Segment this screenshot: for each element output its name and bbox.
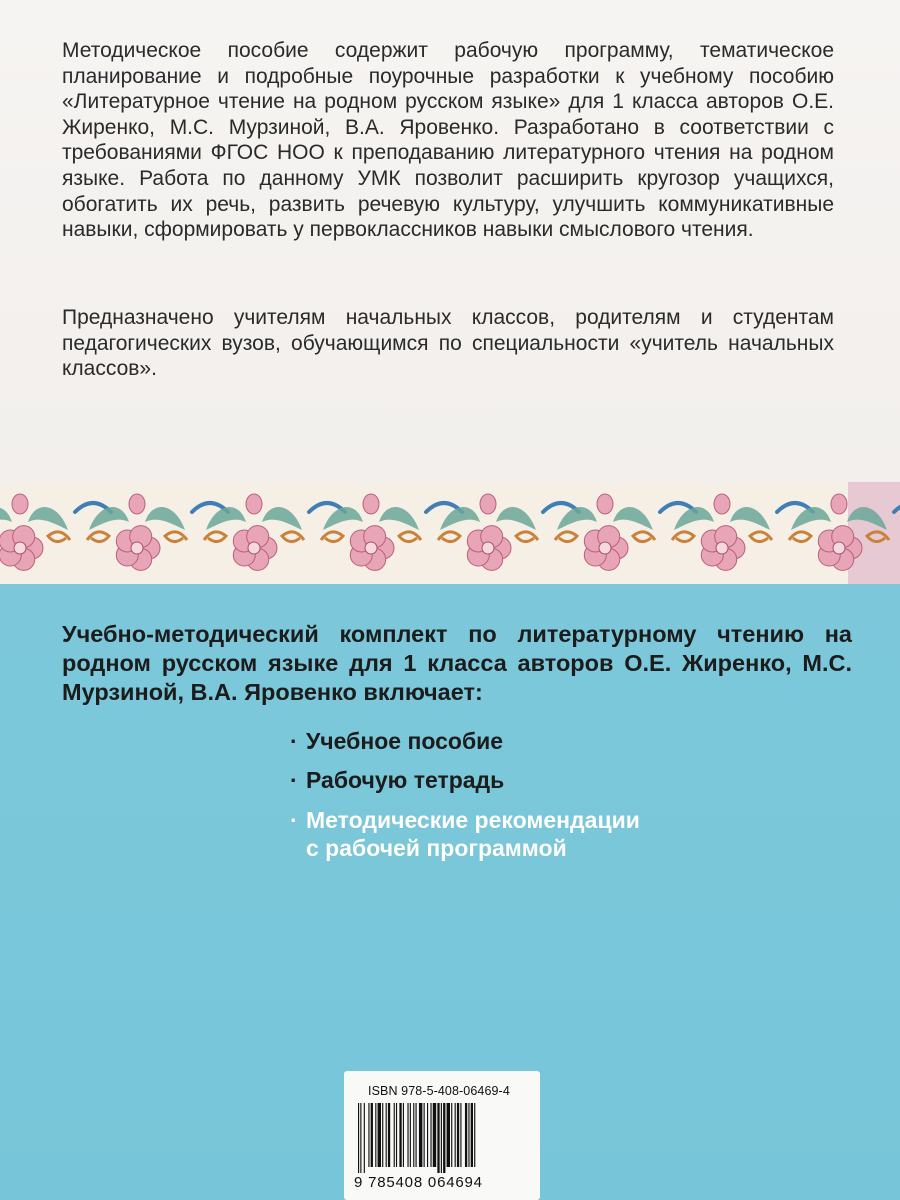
kit-item-label: Учебное пособие bbox=[306, 728, 504, 754]
kit-item-methodical-recommendations bbox=[290, 806, 640, 862]
description-paragraph-1: Методическое пособие содержит рабочую программу, тематическое планирование и подробные поурочные разработки к учебному пособию «Литературное чтение на родном русском языке» для 1 класса авторов О.Е. Жиренко, М.С. Мурзиной, В.А. Яровенко. Разработано в соответствии с требованиями ФГОС НОО к преподаванию литературного чтения на родном языке. Работа по данному УМК позволит расширить кругозор учащихся, обогатить их речь, развить речевую культуру, улучшить коммуникативные навыки, сформировать у первоклассников навыки смыслового чтения. bbox=[62, 39, 834, 242]
description-panel bbox=[0, 0, 900, 482]
isbn-number: ISBN 978-5-408-06469-4 bbox=[368, 1084, 510, 1098]
kit-item-textbook bbox=[290, 727, 503, 755]
bullet-icon: · bbox=[290, 767, 298, 793]
kit-item-highlight-line-2: с рабочей программой bbox=[306, 835, 567, 861]
kit-item-highlight-line-1: Методические рекомендации bbox=[306, 807, 640, 833]
barcode-icon bbox=[354, 1103, 530, 1173]
isbn-barcode-box bbox=[344, 1071, 540, 1200]
description-paragraph-2: Предназначено учителям начальных классов, родителям и студентам педагогических вузов, обучающимся по специальности «учитель начальных классов». bbox=[62, 306, 834, 381]
barcode-digits: 9 785408 064694 bbox=[354, 1174, 483, 1191]
kit-item-label: Рабочую тетрадь bbox=[306, 767, 505, 793]
bullet-icon: · bbox=[290, 728, 298, 754]
kit-item-workbook bbox=[290, 766, 504, 794]
bullet-icon: · bbox=[290, 807, 298, 833]
ornamental-border bbox=[0, 482, 900, 584]
kit-intro-text: Учебно-методический комплект по литературному чтению на родном русском языке для 1 класса авторов О.Е. Жиренко, М.С. Мурзиной, В.А. Яровенко включает: bbox=[62, 621, 852, 705]
floral-ornament-icon bbox=[0, 482, 900, 584]
